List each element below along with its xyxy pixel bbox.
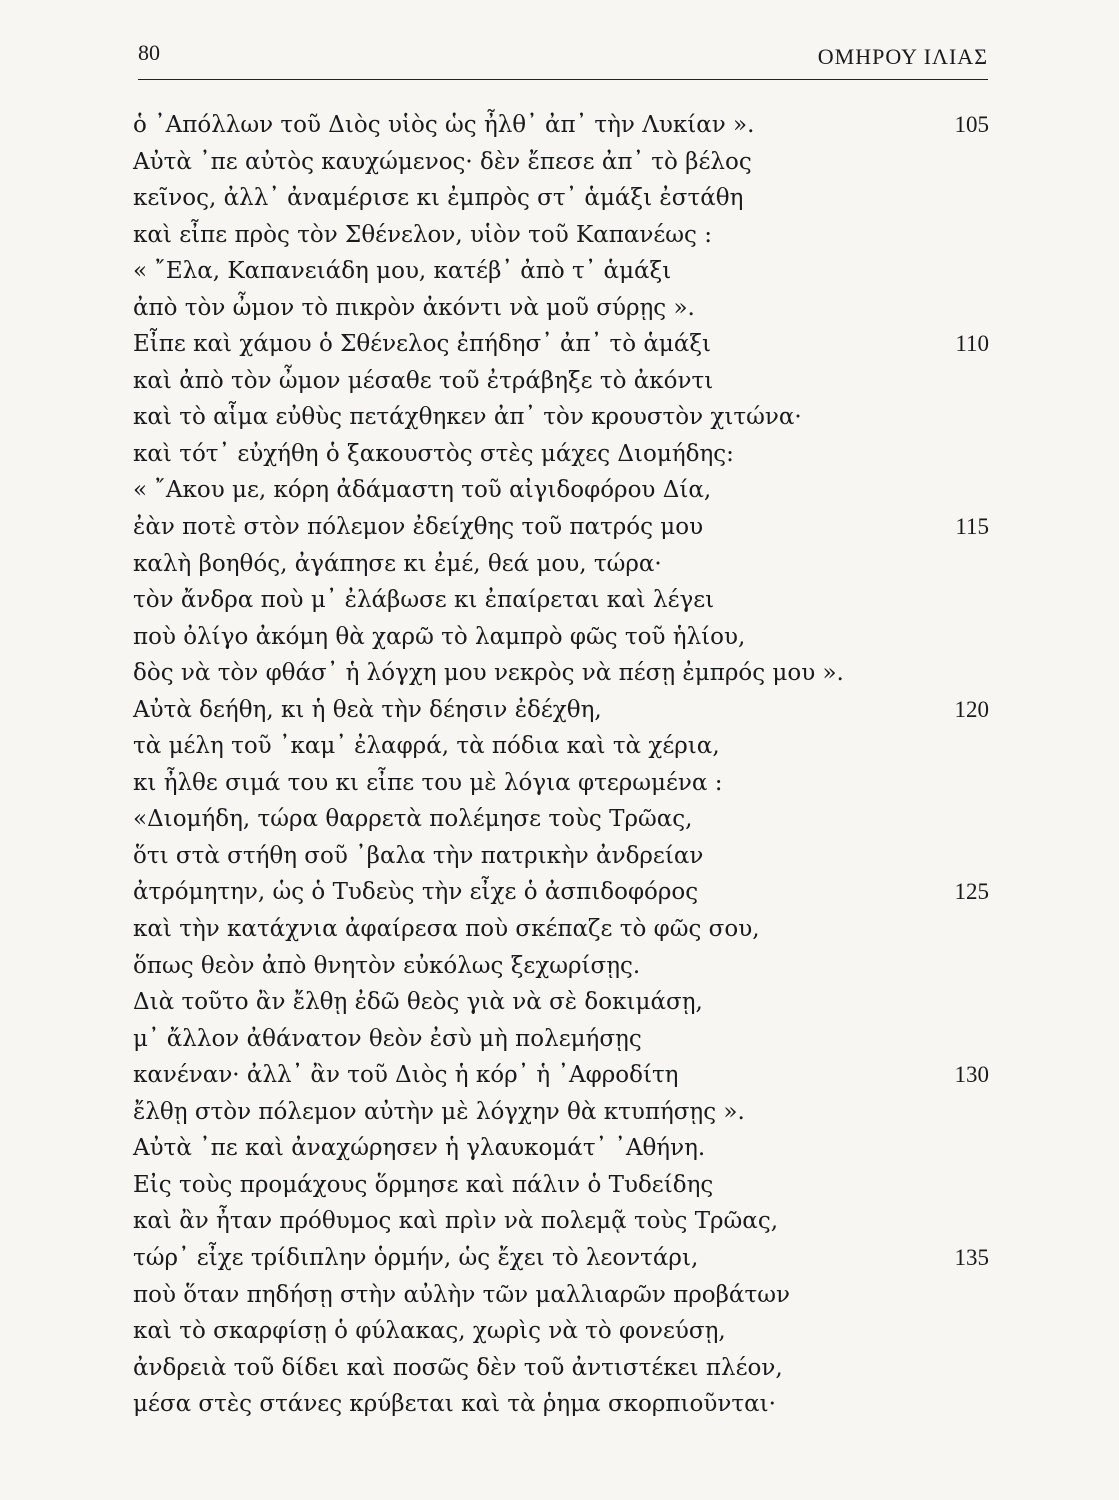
verse-text: καλὴ βοηθός, ἀγάπησε κι ἐμέ, θεά μου, τώρα· — [133, 550, 662, 577]
verse-line — [133, 948, 993, 985]
verse-line — [133, 253, 993, 290]
verse-text: καὶ τὸ σκαρφίσῃ ὁ φύλακας, χωρὶς νὰ τὸ φονεύσῃ, — [133, 1318, 726, 1345]
verse-text: ὅπως θεὸν ἀπὸ θνητὸν εὐκόλως ξεχωρίσῃς. — [133, 952, 641, 979]
line-number: 115 — [955, 514, 989, 540]
verse-line — [133, 436, 993, 473]
verse-line — [133, 1167, 993, 1204]
verse-text: μέσα στὲς στάνες κρύβεται καὶ τὰ ῥημα σκορπιοῦνται· — [133, 1391, 776, 1418]
verse-line — [133, 509, 993, 546]
verse-text: τὸν ἄνδρα ποὺ μ᾿ ἐλάβωσε κι ἐπαίρεται καὶ λέγει — [133, 587, 715, 614]
verse-text: καὶ εἶπε πρὸς τὸν Σθένελον, υἱὸν τοῦ Καπανέως : — [133, 221, 712, 248]
verse-line — [133, 765, 993, 802]
verse-line — [133, 655, 993, 692]
verse-line — [133, 180, 993, 217]
verse-line — [133, 1350, 993, 1387]
verse-line — [133, 1240, 993, 1277]
verse-text: καὶ τὸ αἷμα εὐθὺς πετάχθηκεν ἀπ᾿ τὸν κρουστὸν χιτώνα· — [133, 404, 802, 431]
verse-line — [133, 1094, 993, 1131]
verse-text: ἔλθῃ στὸν πόλεμον αὐτὴν μὲ λόγχην θὰ κτυπήσῃς ». — [133, 1098, 745, 1125]
verse-text: κεῖνος, ἀλλ᾿ ἀναμέρισε κι ἐμπρὸς στ᾿ ἁμάξι ἐστάθη — [133, 185, 744, 212]
verse-line — [133, 1386, 993, 1423]
verse-text: Διὰ τοῦτο ἂν ἔλθῃ ἐδῶ θεὸς γιὰ νὰ σὲ δοκιμάσῃ, — [133, 989, 703, 1016]
verse-block — [133, 107, 993, 1423]
verse-line — [133, 326, 993, 363]
verse-line — [133, 472, 993, 509]
verse-text: ἀπὸ τὸν ὦμον τὸ πικρὸν ἀκόντι νὰ μοῦ σύρῃς ». — [133, 294, 695, 321]
verse-line — [133, 984, 993, 1021]
verse-line — [133, 1203, 993, 1240]
line-number: 120 — [954, 696, 989, 722]
verse-text: καὶ ἂν ἦταν πρόθυμος καὶ πρὶν νὰ πολεμᾷ τοὺς Τρῶας, — [133, 1208, 779, 1235]
line-number: 125 — [954, 879, 989, 905]
verse-text: καὶ τότ᾿ εὐχήθη ὁ ξακουστὸς στὲς μάχες Διομήδης: — [133, 440, 734, 467]
verse-text: ποὺ ὀλίγο ἀκόμη θὰ χαρῶ τὸ λαμπρὸ φῶς τοῦ ἡλίου, — [133, 623, 746, 650]
verse-text: Αὐτὰ δεήθη, κι ἡ θεὰ τὴν δέησιν ἐδέχθη, — [133, 696, 602, 723]
verse-line — [133, 619, 993, 656]
page-number: 80 — [138, 40, 160, 65]
verse-text: ἐὰν ποτὲ στὸν πόλεμον ἐδείχθης τοῦ πατρός μου — [133, 514, 704, 541]
line-number: 110 — [955, 331, 989, 357]
verse-line — [133, 1277, 993, 1314]
verse-text: καὶ ἀπὸ τὸν ὦμον μέσαθε τοῦ ἐτράβηξε τὸ ἀκόντι — [133, 367, 714, 394]
running-title: ΟΜΗΡΟΥ ΙΛΙΑΣ — [817, 44, 988, 69]
verse-text: Εἰς τοὺς προμάχους ὅρμησε καὶ πάλιν ὁ Τυδείδης — [133, 1171, 714, 1198]
verse-text: «Διομήδη, τώρα θαρρετὰ πολέμησε τοὺς Τρῶας, — [133, 806, 693, 833]
verse-text: ὅτι στὰ στήθη σοῦ ᾿βαλα τὴν πατρικὴν ἀνδρείαν — [133, 842, 704, 869]
verse-text: δὸς νὰ τὸν φθάσ᾿ ἡ λόγχη μου νεκρὸς νὰ πέσῃ ἐμπρός μου ». — [133, 660, 844, 687]
verse-text: μ᾿ ἄλλον ἀθάνατον θεὸν ἐσὺ μὴ πολεμήσῃς — [133, 1025, 642, 1052]
verse-line — [133, 217, 993, 254]
verse-text: ἀτρόμητην, ὡς ὁ Τυδεὺς τὴν εἶχε ὁ ἀσπιδοφόρος — [133, 879, 699, 906]
verse-text: κι ἦλθε σιμά του κι εἶπε του μὲ λόγια φτερωμένα : — [133, 769, 723, 796]
verse-line — [133, 874, 993, 911]
verse-line — [133, 911, 993, 948]
verse-text: κανέναν· ἀλλ᾿ ἂν τοῦ Διὸς ἡ κόρ᾿ ἡ ᾿Αφροδίτη — [133, 1062, 679, 1089]
header-rule — [138, 79, 988, 80]
verse-line — [133, 582, 993, 619]
verse-text: « ῎Ελα, Καπανειάδη μου, κατέβ᾿ ἀπὸ τ᾿ ἁμάξι — [133, 258, 672, 285]
verse-text: ὁ ᾿Απόλλων τοῦ Διὸς υἱὸς ὡς ἦλθ᾿ ἀπ᾿ τὴν Λυκίαν ». — [133, 112, 755, 138]
verse-text: Εἶπε καὶ χάμου ὁ Σθένελος ἐπήδησ᾿ ἀπ᾿ τὸ ἁμάξι — [133, 331, 712, 358]
running-head — [138, 40, 988, 76]
verse-text: καὶ τὴν κατάχνια ἀφαίρεσα ποὺ σκέπαζε τὸ φῶς σου, — [133, 916, 760, 943]
verse-line — [133, 290, 993, 327]
verse-text: τώρ᾿ εἶχε τρίδιπλην ὁρμήν, ὡς ἔχει τὸ λεοντάρι, — [133, 1244, 699, 1271]
verse-line — [133, 546, 993, 583]
line-number: 105 — [954, 112, 989, 137]
verse-line — [133, 1130, 993, 1167]
verse-text: ποὺ ὅταν πηδήσῃ στὴν αὐλὴν τῶν μαλλιαρῶν προβάτων — [133, 1281, 790, 1308]
verse-line — [133, 692, 993, 729]
verse-line — [133, 107, 993, 144]
verse-line — [133, 838, 993, 875]
verse-text: « ῎Ακου με, κόρη ἀδάμαστη τοῦ αἰγιδοφόρου Δία, — [133, 477, 712, 504]
verse-line — [133, 363, 993, 400]
verse-text: Αὐτὰ ᾿πε καὶ ἀναχώρησεν ἡ γλαυκομάτ᾿ ᾿Αθήνη. — [133, 1135, 706, 1162]
verse-line — [133, 144, 993, 181]
verse-line — [133, 728, 993, 765]
verse-line — [133, 1057, 993, 1094]
verse-line — [133, 1021, 993, 1058]
line-number: 130 — [954, 1062, 989, 1088]
verse-text: τὰ μέλη τοῦ ᾿καμ᾿ ἐλαφρά, τὰ πόδια καὶ τὰ χέρια, — [133, 733, 720, 760]
line-number: 135 — [954, 1244, 989, 1270]
verse-line — [133, 1313, 993, 1350]
verse-text: Αὐτὰ ᾿πε αὐτὸς καυχώμενος· δὲν ἔπεσε ἀπ᾿ τὸ βέλος — [133, 148, 752, 175]
verse-line — [133, 399, 993, 436]
verse-line — [133, 801, 993, 838]
verse-text: ἀνδρειὰ τοῦ δίδει καὶ ποσῶς δὲν τοῦ ἀντιστέκει πλέον, — [133, 1354, 783, 1381]
